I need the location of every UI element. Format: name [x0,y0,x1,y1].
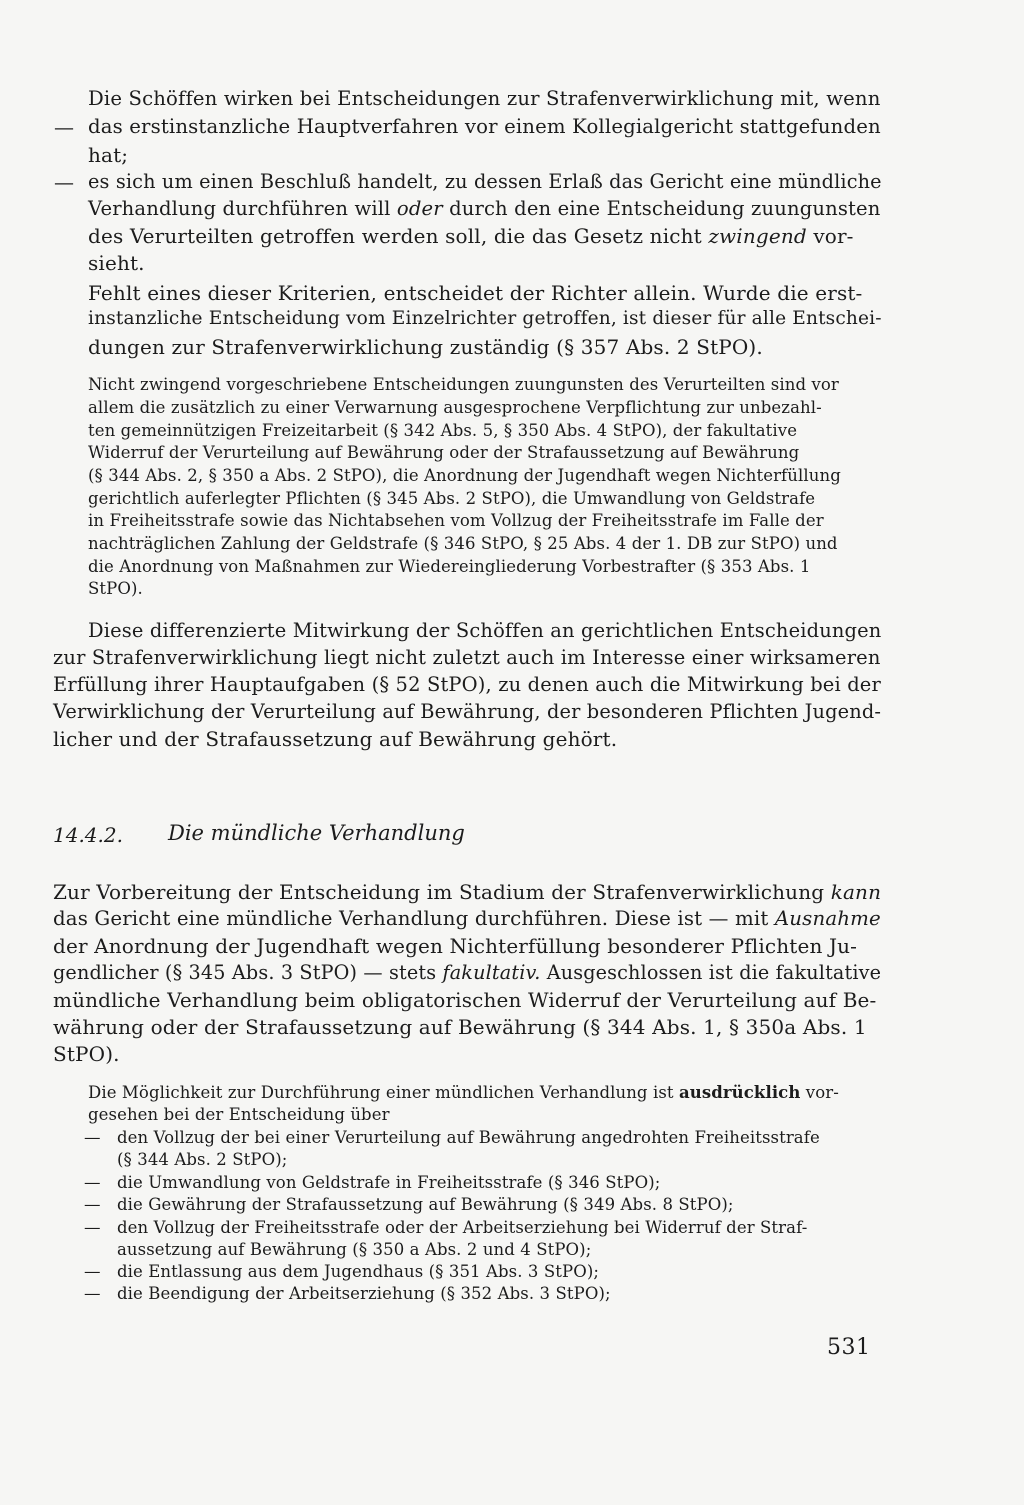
note-line: (§ 344 Abs. 2, § 350 a Abs. 2 StPO), die Anordnung der Jugendhaft wegen Nichterfüllung [88,466,841,485]
text-run: gendlicher (§ 345 Abs. 3 StPO) — stets [53,961,443,984]
note-line: gesehen bei der Entscheidung über [88,1105,390,1124]
list-dash: — [84,1262,101,1281]
list-dash: — [54,170,74,194]
note-line [88,1085,839,1102]
emphasis: zwingend [708,224,807,248]
note-list-item: die Entlassung aus dem Jugendhaus (§ 351 Abs. 3 StPO); [117,1262,600,1281]
text-run: Ausgeschlossen ist die fakultative [540,961,882,984]
note-line: ten gemeinnützigen Freizeitarbeit (§ 342 Abs. 5, § 350 Abs. 4 StPO), der fakultative [88,421,798,440]
paragraph-line [53,882,881,902]
note-line: gerichtlich auferlegter Pflichten (§ 345 Abs. 2 StPO), die Umwandlung von Geldstrafe [88,489,816,508]
paragraph-intro: Die Schöffen wirken bei Entscheidungen zur Strafenverwirklichung mit, wenn [88,87,881,110]
paragraph-line: Diese differenzierte Mitwirkung der Schöffen an gerichtlichen Entscheidungen [88,619,882,642]
note-list-item: die Gewährung der Strafaussetzung auf Bewährung (§ 349 Abs. 8 StPO); [117,1195,734,1214]
list-item-line [88,117,881,137]
paragraph-line: Erfüllung ihrer Hauptaufgaben (§ 52 StPO), zu denen auch die Mitwirkung bei der [53,673,881,696]
note-line: nachträglichen Zahlung der Geldstrafe (§ 346 StPO, § 25 Abs. 4 der 1. DB zur StPO) und [88,534,838,553]
section-title: Die mündliche Verhandlung [168,821,465,845]
note-line: in Freiheitsstrafe sowie das Nichtabsehen vom Vollzug der Freiheitsstrafe im Falle der [88,511,824,530]
text-run: das Gericht eine mündliche Verhandlung durchführen. Diese ist — mit [53,907,775,930]
note-line: die Anordnung von Maßnahmen zur Wiedereingliederung Vorbestrafter (§ 353 Abs. 1 [88,557,811,576]
list-dash: — [84,1284,101,1303]
list-item-text: das erstinstanzliche Hauptverfahren vor einem Kollegialgericht stattgefunden [88,115,881,138]
list-dash: — [84,1173,101,1192]
note-list-item: den Vollzug der Freiheitsstrafe oder der Arbeitserziehung bei Widerruf der Straf- [117,1218,808,1237]
emphasis: Ausnahme [774,907,881,930]
paragraph-line: dungen zur Strafenverwirklichung zuständig (§ 357 Abs. 2 StPO). [88,335,763,359]
list-item-line: sieht. [88,251,145,275]
list-dash: — [84,1195,101,1214]
text-run: durch den eine Entscheidung zuungunsten [442,197,881,220]
paragraph-line [53,963,881,982]
note-line: Nicht zwingend vorgeschriebene Entscheidungen zuungunsten des Verurteilten sind vor [88,375,839,394]
paragraph-line: währung oder der Strafaussetzung auf Bewährung (§ 344 Abs. 1, § 350a Abs. 1 [53,1015,867,1039]
note-list-item: aussetzung auf Bewährung (§ 350 a Abs. 2 und 4 StPO); [117,1240,592,1259]
emphasis: kann [830,880,882,904]
text-run: Die Möglichkeit zur Durchführung einer mündlichen Verhandlung ist [88,1083,679,1102]
text-run: Verhandlung durchführen will [88,197,397,220]
note-line: allem die zusätzlich zu einer Verwarnung ausgesprochene Verpflichtung zur unbezahl- [88,398,822,417]
paragraph-line: licher und der Strafaussetzung auf Bewährung gehört. [53,727,618,751]
list-dash: — [84,1218,101,1237]
note-list-item: die Beendigung der Arbeitserziehung (§ 352 Abs. 3 StPO); [117,1284,611,1303]
note-list-item: den Vollzug der bei einer Verurteilung auf Bewährung angedrohten Freiheitsstrafe [117,1128,820,1147]
text-run: vor- [806,224,854,248]
bold-emphasis: ausdrücklich [678,1083,801,1102]
text-run: vor- [800,1083,839,1102]
paragraph-line: StPO). [53,1042,120,1066]
paragraph-line: mündliche Verhandlung beim obligatorischen Widerruf der Verurteilung auf Be- [53,988,877,1012]
list-item-line: hat; [88,143,129,167]
paragraph-line: Fehlt eines dieser Kriterien, entscheidet der Richter allein. Wurde die erst- [88,281,863,305]
note-line: StPO). [88,579,143,598]
list-item-line [88,226,854,246]
list-item-line [88,199,881,219]
note-line: Widerruf der Verurteilung auf Bewährung oder der Strafaussetzung auf Bewährung [88,443,800,462]
text-run: des Verurteilten getroffen werden soll, die das Gesetz nicht [88,224,709,248]
paragraph-line: zur Strafenverwirklichung liegt nicht zuletzt auch im Interesse einer wirksameren [53,646,881,669]
emphasis: oder [396,197,443,220]
paragraph-line: der Anordnung der Jugendhaft wegen Nichterfüllung besonderer Pflichten Ju- [53,934,858,958]
list-dash: — [84,1128,101,1147]
note-list-item: die Umwandlung von Geldstrafe in Freiheitsstrafe (§ 346 StPO); [117,1173,661,1192]
list-item-line: es sich um einen Beschluß handelt, zu dessen Erlaß das Gericht eine mündliche [88,170,882,193]
list-dash: — [54,115,74,139]
paragraph-line: Verwirklichung der Verurteilung auf Bewährung, der besonderen Pflichten Jugend- [53,700,882,723]
paragraph-line [53,909,881,929]
emphasis: fakultativ. [442,961,541,984]
page-number: 531 [827,1335,871,1360]
text-run: Zur Vorbereitung der Entscheidung im Stadium der Strafenverwirklichung [53,880,831,904]
paragraph-line: instanzliche Entscheidung vom Einzelrichter getroffen, ist dieser für alle Entschei- [88,308,882,329]
note-list-item: (§ 344 Abs. 2 StPO); [117,1150,288,1169]
section-number: 14.4.2. [53,823,123,847]
